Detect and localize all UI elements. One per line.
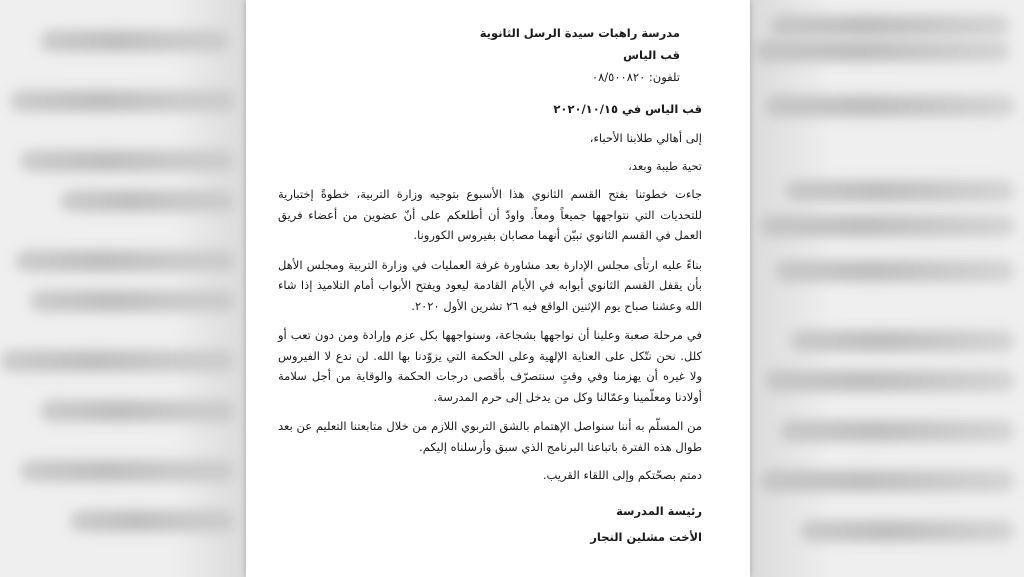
letter-date: قب الياس في ٢٠٢٠/١٠/١٥ bbox=[553, 102, 702, 116]
signature-title: رئيسة المدرسة bbox=[616, 504, 702, 518]
salutation: إلى أهالي طلابنا الأحباء، bbox=[589, 131, 702, 145]
school-name: مدرسة راهبات سيدة الرسل الثانوية bbox=[479, 26, 680, 40]
signature-name: الأخت مشلين النجار bbox=[590, 530, 702, 544]
school-town: قب الياس bbox=[623, 48, 680, 62]
closing-line: دمتم بصحّتكم وإلى اللقاء القريب. bbox=[542, 468, 702, 482]
school-phone: تلفون: ٠٨/٥٠٠٨٢٠ bbox=[591, 70, 680, 84]
letter-page bbox=[246, 0, 750, 577]
letter-body bbox=[278, 22, 702, 549]
paragraph: بناءً عليه ارتأى مجلس الإدارة بعد مشاورة غرفة العمليات في وزارة التربية ومجلس الأهل بأن يقفل القسم الثانوي أبوابه في الأيام القادمة ليعود ويفتح الأبواب أمام التلاميذ إذا شاء الله وعشنا صباح يوم الإثنين الواقع فيه ٢٦ تشرين الأول ٢٠٢٠. bbox=[278, 257, 702, 313]
paragraph: جاءت خطوتنا بفتح القسم الثانوي هذا الأسبوع بتوجيه وزارة التربية، خطوةً إختبارية للتحديات التي نتواجهها جميعاً ومعاً. واودّ أن أطلعكم على أنّ عضوين من أعضاء فريق العمل في القسم الثانوي تبيّن أنهما مصابان بفيروس الكورونا. bbox=[278, 187, 702, 242]
greeting: تحية طيبة وبعد، bbox=[628, 159, 702, 173]
paragraph: من المسلّم به أننا سنواصل الإهتمام بالشق التربوي اللازم من خلال متابعتنا التعليم عن بعد طوال هذه الفترة باتباعنا البرنامج الذي سبق وأرسلناه إليكم. bbox=[278, 419, 702, 454]
paragraph: في مرحلة صعبة وعلينا أن نواجهها بشجاعة، وسنواجهها بكل عزم وإرادة ومن دون تعب أو كلل. نحن نتّكل على العناية الإلهية وعلى الحكمة التي يزوّدنا بها الله. لن ندع لا الفيروس ولا غيره أن يهزمنا وفي وقتٍ سنتصرّف بأقصى درجات الحكمة والوقاية من أجل سلامة أولادنا ومعلّمينا وعمّالنا وكل من يدخل إلى حرم المدرسة. bbox=[278, 328, 702, 404]
blurred-background-left bbox=[0, 0, 246, 577]
blurred-background-right bbox=[750, 0, 1024, 577]
